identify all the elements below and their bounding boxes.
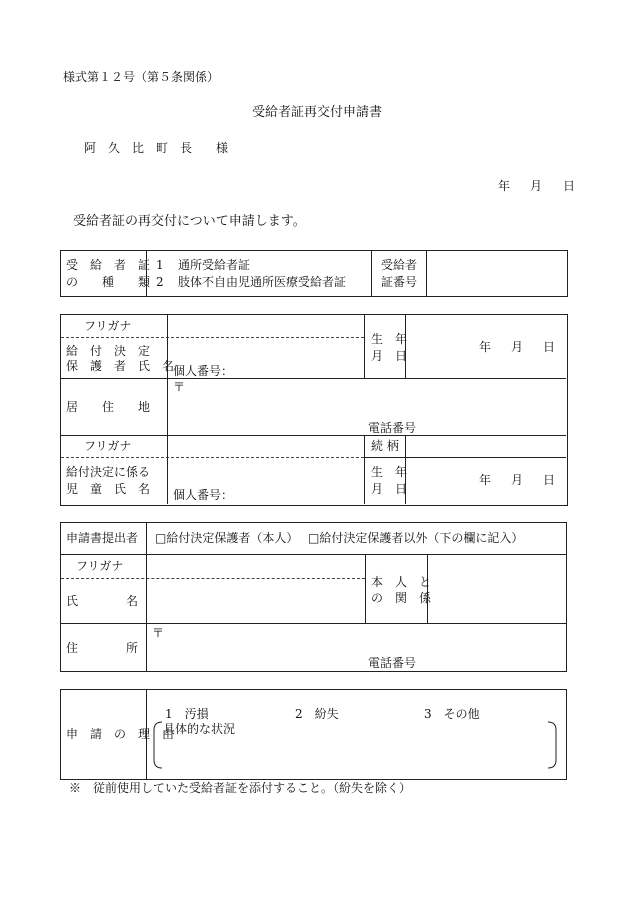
submitter-option-self[interactable]: □給付決定保護者（本人）: [155, 531, 299, 545]
relationship-label: 続 柄: [371, 439, 399, 453]
guardian-furigana-label: フリガナ: [84, 319, 132, 333]
cert-type-label: 受 給 者 証: [66, 258, 151, 272]
child-birth-month: 月: [511, 473, 524, 487]
submitter-option-other[interactable]: □給付決定保護者以外（下の欄に記入）: [308, 531, 524, 545]
reason-option-1[interactable]: 1 汚損: [165, 707, 209, 721]
cert-number-field[interactable]: [428, 252, 564, 293]
guardian-personal-number-label: 個人番号：: [173, 364, 234, 378]
child-birth-label: 生 年: [371, 465, 408, 479]
cert-option-2[interactable]: 肢体不自由児通所医療受給者証: [178, 275, 347, 289]
child-birth-day: 日: [543, 473, 556, 487]
submitter-label: 申請書提出者: [66, 531, 139, 545]
cert-number-label-2: 証番号: [381, 275, 418, 289]
reason-details-field[interactable]: [166, 740, 546, 766]
guardian-name-label: 給 付 決 定: [66, 344, 151, 358]
child-name-label-2: 児 童 氏 名: [66, 482, 151, 496]
child-personal-number-label: 個人番号：: [173, 488, 234, 502]
relation-field[interactable]: [429, 556, 563, 621]
date-month: 月: [530, 179, 543, 193]
submitter-furigana-label: フリガナ: [76, 559, 124, 573]
guardian-birth-year: 年: [479, 340, 492, 354]
page-title: 受給者証再交付申請書: [252, 105, 383, 120]
reason-label: 申 請 の 理 由: [66, 727, 175, 741]
cert-number-label: 受給者: [381, 258, 418, 272]
relation-label: 本 人 と: [371, 575, 432, 589]
child-birth-year: 年: [479, 473, 492, 487]
guardian-birth-day: 日: [543, 340, 556, 354]
child-birth-label-2: 月 日: [371, 482, 408, 496]
submitter-address-label: 住 所: [66, 641, 139, 655]
submitter-name-label: 氏 名: [66, 594, 139, 608]
guardian-birth-label: 生 年: [371, 332, 408, 346]
child-name-label: 給付決定に係る: [66, 465, 151, 479]
reason-option-3[interactable]: 3 その他: [424, 707, 480, 721]
reason-details-label: 具体的な状況: [163, 722, 236, 736]
residence-postal-mark: 〒: [173, 380, 186, 394]
residence-phone-label: 電話番号: [368, 421, 417, 435]
submitter-postal-mark: 〒: [152, 626, 165, 640]
addressee: 阿 久 比 町 長 様: [84, 141, 229, 155]
guardian-furigana-field[interactable]: [169, 316, 362, 335]
attachment-note: ※ 従前使用していた受給者証を添付すること。（紛失を除く）: [69, 781, 412, 795]
intro-text: 受給者証の再交付について申請します。: [73, 214, 306, 229]
child-furigana-field[interactable]: [169, 437, 362, 456]
date-day: 日: [563, 179, 576, 193]
cert-option-1-num: 1: [156, 258, 164, 272]
submitter-name-field[interactable]: [148, 580, 363, 621]
guardian-birth-month: 月: [511, 340, 524, 354]
guardian-birth-label-2: 月 日: [371, 349, 408, 363]
cert-option-1[interactable]: 通所受給者証: [178, 258, 251, 272]
cert-type-label-2: の 種 類: [66, 275, 151, 289]
form-number: 様式第１２号（第５条関係）: [63, 70, 220, 84]
residence-label: 居 住 地: [66, 400, 151, 414]
date-year: 年: [498, 179, 511, 193]
child-furigana-label: フリガナ: [84, 439, 132, 453]
submitter-phone-label: 電話番号: [368, 656, 417, 670]
guardian-name-label-2: 保 護 者 氏 名: [66, 359, 175, 373]
relation-label-2: の 関 係: [371, 591, 432, 605]
reason-option-2[interactable]: 2 紛失: [295, 707, 339, 721]
cert-option-2-num: 2: [156, 275, 164, 289]
